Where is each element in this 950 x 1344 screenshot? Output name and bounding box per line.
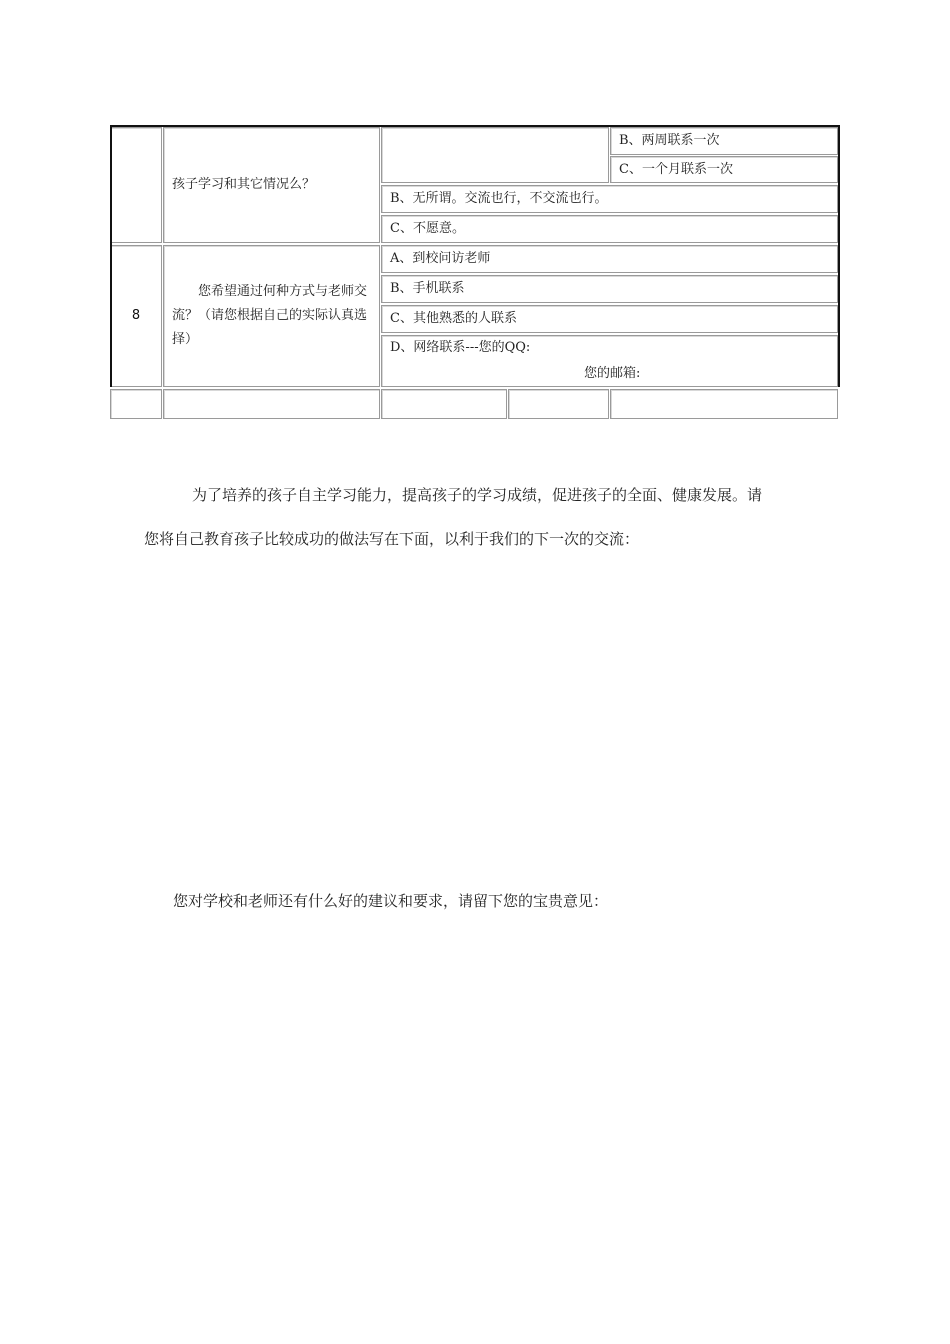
option-label: B、手机联系 (390, 281, 465, 296)
row8-option-b-phone (381, 275, 838, 303)
survey-table (110, 125, 840, 421)
empty-row-cell-4 (508, 389, 609, 419)
qq-label: D、网络联系---您的QQ: (390, 340, 531, 355)
row7-option-c-unwilling (381, 215, 838, 243)
table-left-border (110, 125, 112, 387)
empty-row-cell-3 (381, 389, 507, 419)
row7-question: 孩子学习和其它情况么？ (172, 177, 316, 192)
row8-option-c-others (381, 305, 838, 333)
paragraph-1-line-1: 为了培养的孩子自主学习能力，提高孩子的学习成绩，促进孩子的全面、健康发展。请 (192, 486, 763, 504)
paragraph-2: 您对学校和老师还有什么好的建议和要求，请留下您的宝贵意见： (173, 892, 609, 910)
row8-option-d-network (381, 335, 838, 387)
row8-question-cell (163, 245, 380, 387)
empty-row-cell-5 (610, 389, 838, 419)
row8-number-cell (110, 245, 162, 387)
row8-question: 您希望通过何种方式与老师交流？（请您根据自己的实际认真选择） (172, 284, 368, 347)
row7-option-b-indifferent (381, 185, 838, 213)
empty-row-cell-1 (110, 389, 162, 419)
row8-number: 8 (131, 308, 141, 323)
option-label: C、一个月联系一次 (619, 161, 733, 177)
row8-option-a-visit (381, 245, 838, 273)
option-label: A、到校问访老师 (390, 251, 491, 266)
option-label: C、其他熟悉的人联系 (390, 311, 517, 326)
empty-row-cell-2 (163, 389, 380, 419)
row7-number-cell (110, 127, 162, 243)
option-label: B、无所谓。交流也行，不交流也行。 (390, 191, 608, 206)
row7-option-b-two-weeks (610, 127, 838, 155)
option-label: C、不愿意。 (390, 221, 465, 236)
row7-question-cell (163, 127, 380, 243)
row7-empty-cell (381, 127, 609, 183)
email-label: 您的邮箱: (584, 366, 641, 381)
row7-option-c-one-month (610, 156, 838, 183)
option-label: B、两周联系一次 (619, 133, 720, 148)
paragraph-1-line-2: 您将自己教育孩子比较成功的做法写在下面，以利于我们的下一次的交流： (144, 530, 640, 548)
table-top-border (110, 125, 840, 127)
table-right-border (838, 125, 840, 387)
